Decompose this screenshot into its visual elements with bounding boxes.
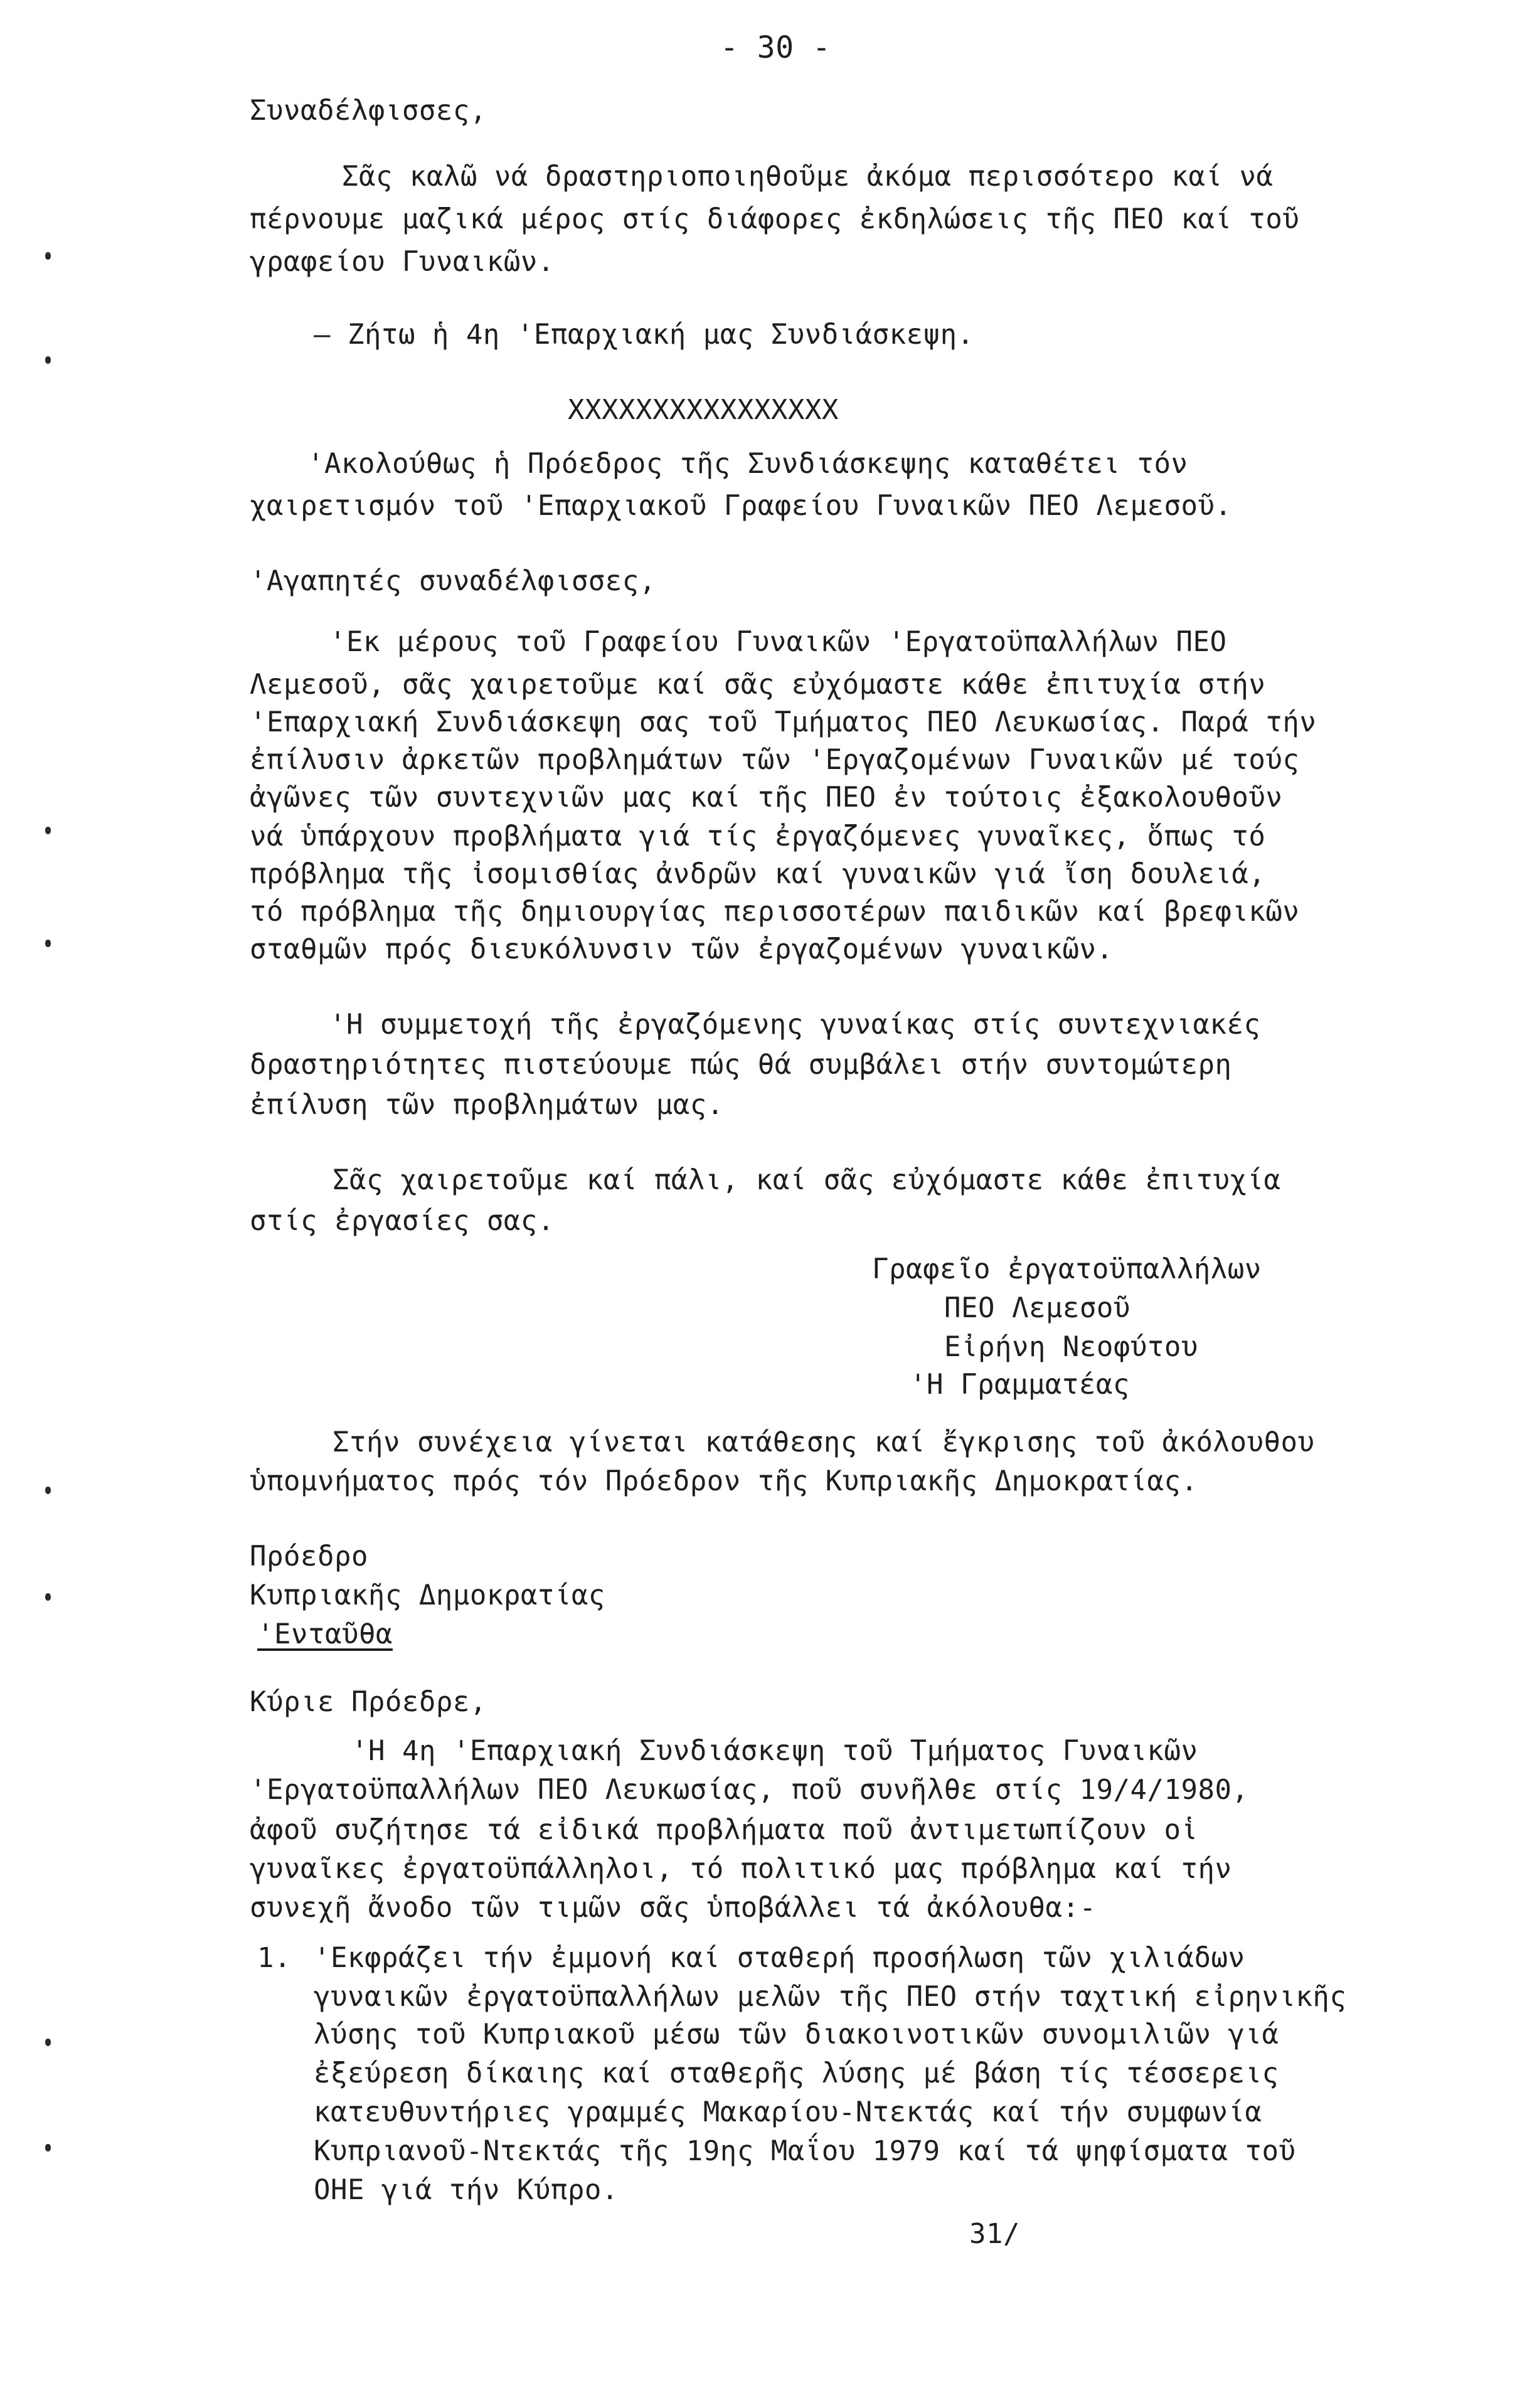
next-page-indicator: 31/ — [969, 2218, 1020, 2250]
body-paragraph-1-line: νά ὑπάρχουν προβλήματα γιά τίς ἐργαζόμενες γυναῖκες, ὅπως τό — [250, 820, 1266, 852]
salutation: Κύριε Πρόεδρε, — [250, 1686, 487, 1718]
body-paragraph-2-line: 'Η συμμετοχή τῆς ἐργαζόμενης γυναίκας στίς συντεχνιακές — [329, 1009, 1261, 1041]
body-paragraph-1-line: ἀγῶνες τῶν συντεχνιῶν μας καί τῆς ΠΕΟ ἐν τούτοις ἐξακολουθοῦν — [250, 782, 1283, 814]
body-paragraph-2-line: ἐπίλυση τῶν προβλημάτων μας. — [250, 1089, 724, 1121]
list-item-line: κατευθυντήριες γραμμές Μακαρίου-Ντεκτάς καί τήν συμφωνία — [314, 2096, 1262, 2128]
greeting: Συναδέλφισσες, — [250, 95, 487, 127]
signature-line: Γραφεῖο ἐργατοϋπαλλήλων — [872, 1253, 1262, 1285]
intro-paragraph-line: χαιρετισμόν τοῦ 'Επαρχιακοῦ Γραφείου Γυναικῶν ΠΕΟ Λεμεσοῦ. — [250, 490, 1232, 522]
addressee-line: 'Ενταῦθα — [257, 1618, 393, 1650]
addressee-line: Κυπριακῆς Δημοκρατίας — [250, 1579, 605, 1611]
list-item-number: 1. — [257, 1942, 291, 1974]
list-item-line: 'Εκφράζει τήν ἐμμονή καί σταθερή προσήλωση τῶν χιλιάδων — [314, 1942, 1245, 1974]
list-item-line: γυναικῶν ἐργατοϋπαλλήλων μελῶν τῆς ΠΕΟ στήν ταχτική εἰρηνικῆς — [314, 1981, 1347, 2013]
body-paragraph-1-line: 'Εκ μέρους τοῦ Γραφείου Γυναικῶν 'Εργατοϋπαλλήλων ΠΕΟ — [329, 626, 1227, 658]
closing-paragraph-line: πέρνουμε μαζικά μέρος στίς διάφορες ἐκδηλώσεις τῆς ΠΕΟ καί τοῦ — [250, 203, 1300, 235]
body-paragraph-3-line: στίς ἐργασίες σας. — [250, 1205, 555, 1237]
signature-line: Εἰρήνη Νεοφύτου — [944, 1331, 1198, 1363]
body-paragraph-1-line: τό πρόβλημα τῆς δημιουργίας περισσοτέρων παιδικῶν καί βρεφικῶν — [250, 896, 1300, 928]
list-item-line: ἐξεύρεση δίκαιης καί σταθερῆς λύσης μέ βάση τίς τέσσερεις — [314, 2057, 1279, 2089]
page-number: - 30 - — [720, 30, 831, 65]
closing-paragraph-line: γραφείου Γυναικῶν. — [250, 246, 555, 278]
margin-punch-mark — [45, 356, 51, 364]
memo-paragraph-line: γυναῖκες ἐργατοϋπάλληλοι, τό πολιτικό μας πρόβλημα καί τήν — [250, 1853, 1232, 1885]
body-paragraph-1-line: ἐπίλυσιν ἀρκετῶν προβλημάτων τῶν 'Εργαζομένων Γυναικῶν μέ τούς — [250, 744, 1300, 776]
signature-line: ΠΕΟ Λεμεσοῦ — [944, 1292, 1130, 1324]
signature-line: 'Η Γραμματέας — [910, 1369, 1130, 1401]
addressee-line: Πρόεδρο — [250, 1541, 368, 1573]
margin-punch-mark — [45, 1593, 51, 1601]
separator: XXXXXXXXXXXXXXXX — [568, 394, 839, 426]
memo-paragraph-line: 'Εργατοϋπαλλήλων ΠΕΟ Λευκωσίας, ποῦ συνῆλθε στίς 19/4/1980, — [250, 1774, 1249, 1806]
slogan: – Ζήτω ἡ 4η 'Επαρχιακή μας Συνδιάσκεψη. — [314, 319, 974, 351]
memo-paragraph-line: συνεχῆ ἄνοδο τῶν τιμῶν σᾶς ὑποβάλλει τά ἀκόλουθα:- — [250, 1892, 1097, 1924]
body-paragraph-1-line: πρόβλημα τῆς ἰσομισθίας ἀνδρῶν καί γυναικῶν γιά ἴση δουλειά, — [250, 858, 1266, 890]
closing-paragraph-line: Σᾶς καλῶ νά δραστηριοποιηθοῦμε ἀκόμα περισσότερο καί νά — [342, 161, 1274, 193]
greeting-address: 'Αγαπητές συναδέλφισσες, — [250, 565, 656, 597]
intro-paragraph-line: 'Ακολούθως ἡ Πρόεδρος τῆς Συνδιάσκεψης καταθέτει τόν — [307, 448, 1188, 480]
margin-punch-mark — [45, 2039, 51, 2046]
margin-punch-mark — [45, 940, 51, 947]
list-item-line: Κυπριανοῦ-Ντεκτάς τῆς 19ης Μαΐου 1979 καί τά ψηφίσματα τοῦ — [314, 2135, 1296, 2167]
margin-punch-mark — [45, 827, 51, 834]
body-paragraph-1-line: σταθμῶν πρός διευκόλυνσιν τῶν ἐργαζομένων γυναικῶν. — [250, 933, 1114, 965]
memo-intro-line: Στήν συνέχεια γίνεται κατάθεσης καί ἔγκρισης τοῦ ἀκόλουθου — [332, 1426, 1315, 1458]
margin-punch-mark — [45, 2144, 51, 2151]
body-paragraph-3-line: Σᾶς χαιρετοῦμε καί πάλι, καί σᾶς εὐχόμαστε κάθε ἐπιτυχία — [332, 1164, 1281, 1196]
list-item-line: λύσης τοῦ Κυπριακοῦ μέσω τῶν διακοινοτικῶν συνομιλιῶν γιά — [314, 2018, 1279, 2050]
body-paragraph-1-line: Λεμεσοῦ, σᾶς χαιρετοῦμε καί σᾶς εὐχόμαστε κάθε ἐπιτυχία στήν — [250, 669, 1266, 701]
body-paragraph-1-line: 'Επαρχιακή Συνδιάσκεψη σας τοῦ Τμήματος ΠΕΟ Λευκωσίας. Παρά τήν — [250, 706, 1317, 738]
memo-paragraph-line: 'Η 4η 'Επαρχιακή Συνδιάσκεψη τοῦ Τμήματος Γυναικῶν — [351, 1735, 1198, 1767]
body-paragraph-2-line: δραστηριότητες πιστεύουμε πώς θά συμβάλει στήν συντομώτερη — [250, 1049, 1232, 1081]
memo-intro-line: ὑπομνήματος πρός τόν Πρόεδρον τῆς Κυπριακῆς Δημοκρατίας. — [250, 1465, 1198, 1497]
memo-paragraph-line: ἀφοῦ συζήτησε τά εἰδικά προβλήματα ποῦ ἀντιμετωπίζουν οἱ — [250, 1814, 1198, 1846]
margin-punch-mark — [45, 252, 51, 260]
list-item-line: ΟΗΕ γιά τήν Κύπρο. — [314, 2174, 619, 2206]
margin-punch-mark — [45, 1487, 51, 1494]
